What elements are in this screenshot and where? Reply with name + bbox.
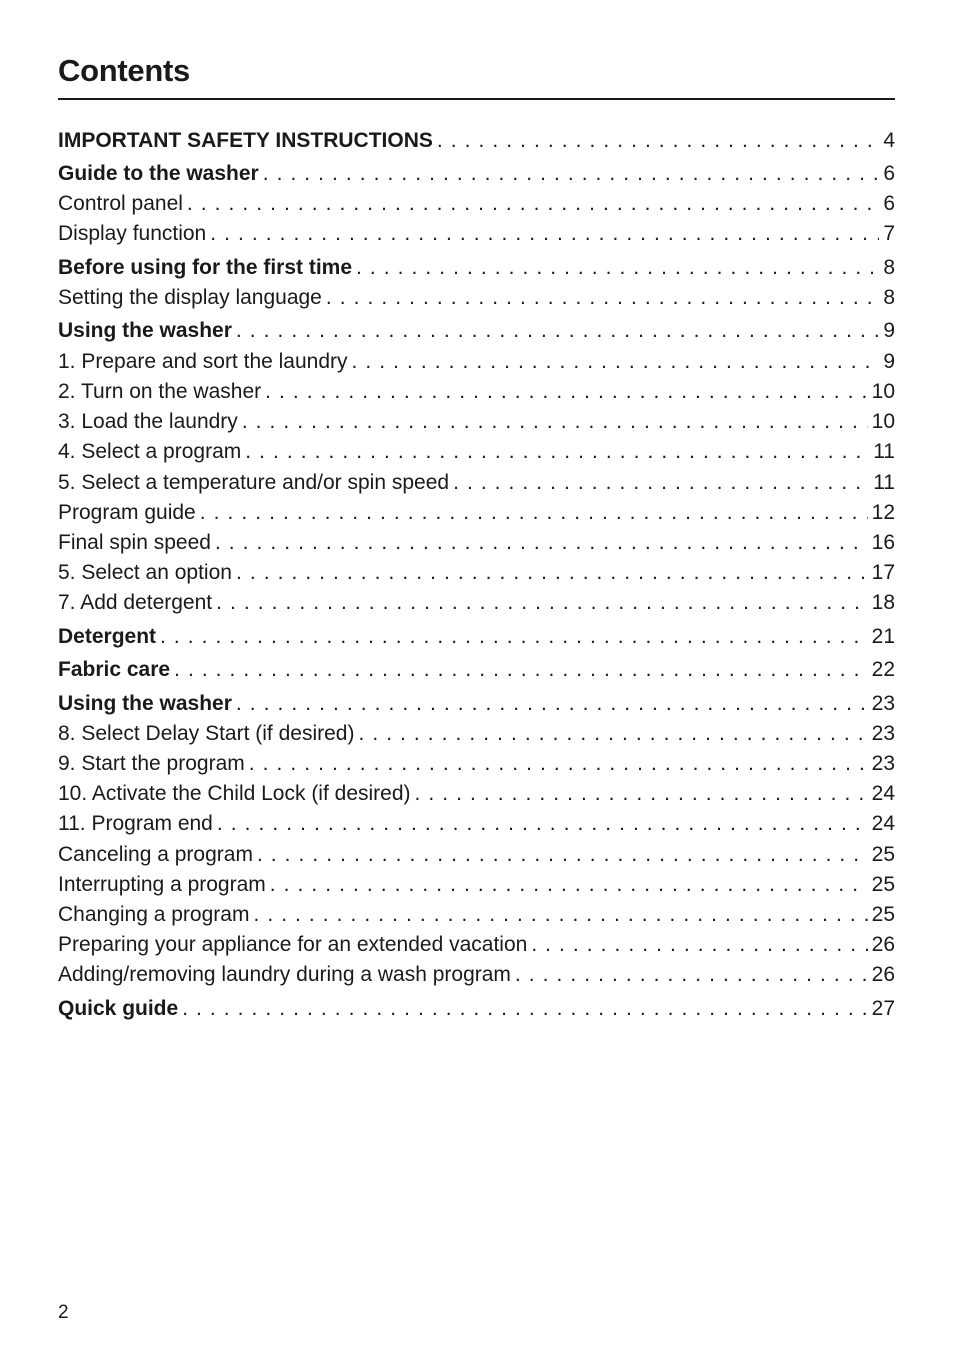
page-title: Contents xyxy=(58,53,190,88)
toc-entry-page: 21 xyxy=(868,623,895,651)
toc-entry-label: 3. Load the laundry xyxy=(58,408,238,436)
toc-entry-page: 12 xyxy=(868,499,895,527)
toc-entry-label: 1. Prepare and sort the laundry xyxy=(58,348,348,376)
toc-entry-page: 10 xyxy=(868,378,895,406)
dot-leader xyxy=(183,190,879,218)
dot-leader xyxy=(348,348,880,376)
toc-entry-page: 8 xyxy=(879,284,895,312)
toc-entry-label: 9. Start the program xyxy=(58,750,245,778)
toc-entry-label: Preparing your appliance for an extended vacation xyxy=(58,931,527,959)
toc-entry-page: 25 xyxy=(868,841,895,869)
dot-leader xyxy=(322,284,879,312)
toc-entry[interactable] xyxy=(58,720,895,748)
toc-entry-page: 24 xyxy=(868,810,895,838)
toc-entry[interactable] xyxy=(58,589,895,617)
toc-entry-page: 10 xyxy=(868,408,895,436)
toc-entry-label: Quick guide xyxy=(58,995,178,1023)
dot-leader xyxy=(156,623,868,651)
dot-leader xyxy=(170,656,868,684)
toc-entry-page: 23 xyxy=(868,720,895,748)
toc-entry-label: 7. Add detergent xyxy=(58,589,212,617)
toc-entry-label: Guide to the washer xyxy=(58,160,259,188)
toc-entry[interactable] xyxy=(58,810,895,838)
toc-entry-label: Program guide xyxy=(58,499,196,527)
toc-entry-label: IMPORTANT SAFETY INSTRUCTIONS xyxy=(58,127,433,155)
toc-entry-page: 26 xyxy=(868,931,895,959)
dot-leader xyxy=(241,438,869,466)
toc-entry-page: 9 xyxy=(879,348,895,376)
toc-entry[interactable] xyxy=(58,220,895,248)
toc-entry-label: Display function xyxy=(58,220,206,248)
toc-entry-label: Adding/removing laundry during a wash program xyxy=(58,961,511,989)
toc-entry[interactable] xyxy=(58,348,895,376)
toc-entry-page: 7 xyxy=(879,220,895,248)
page-number: 2 xyxy=(58,1302,69,1323)
toc-entry[interactable] xyxy=(58,871,895,899)
toc-entry-page: 16 xyxy=(868,529,895,557)
toc-entry-label: Fabric care xyxy=(58,656,170,684)
toc-entry[interactable] xyxy=(58,499,895,527)
dot-leader xyxy=(178,995,867,1023)
dot-leader xyxy=(232,559,868,587)
dot-leader xyxy=(511,961,868,989)
toc-entry-label: 5. Select an option xyxy=(58,559,232,587)
toc-entry-label: Before using for the first time xyxy=(58,254,352,282)
toc-entry[interactable] xyxy=(58,931,895,959)
toc-entry[interactable] xyxy=(58,559,895,587)
toc-entry-page: 25 xyxy=(868,901,895,929)
toc-entry[interactable] xyxy=(58,254,895,282)
toc-entry[interactable] xyxy=(58,961,895,989)
dot-leader xyxy=(527,931,867,959)
toc-entry-label: Changing a program xyxy=(58,901,249,929)
toc-entry-page: 17 xyxy=(868,559,895,587)
dot-leader xyxy=(411,780,868,808)
toc-entry[interactable] xyxy=(58,127,895,155)
toc-entry[interactable] xyxy=(58,995,895,1023)
dot-leader xyxy=(232,690,868,718)
toc-entry[interactable] xyxy=(58,750,895,778)
toc-entry[interactable] xyxy=(58,901,895,929)
toc-entry[interactable] xyxy=(58,780,895,808)
dot-leader xyxy=(253,841,868,869)
dot-leader xyxy=(449,469,869,497)
toc-entry-page: 25 xyxy=(868,871,895,899)
dot-leader xyxy=(261,378,868,406)
toc-entry[interactable] xyxy=(58,284,895,312)
toc-entry-page: 11 xyxy=(869,469,895,497)
toc-entry-page: 6 xyxy=(879,160,895,188)
toc-entry-page: 22 xyxy=(868,656,895,684)
toc-entry-page: 9 xyxy=(879,317,895,345)
toc-entry[interactable] xyxy=(58,469,895,497)
toc-entry-label: Final spin speed xyxy=(58,529,211,557)
toc-entry-page: 23 xyxy=(868,690,895,718)
toc-entry-label: 5. Select a temperature and/or spin speed xyxy=(58,469,449,497)
dot-leader xyxy=(232,317,879,345)
dot-leader xyxy=(433,127,879,155)
dot-leader xyxy=(238,408,868,436)
dot-leader xyxy=(266,871,868,899)
toc-entry-label: Interrupting a program xyxy=(58,871,266,899)
toc-entry-page: 23 xyxy=(868,750,895,778)
dot-leader xyxy=(196,499,868,527)
toc-entry-page: 24 xyxy=(868,780,895,808)
toc-entry[interactable] xyxy=(58,623,895,651)
toc-entry[interactable] xyxy=(58,190,895,218)
toc-entry-label: Setting the display language xyxy=(58,284,322,312)
toc-entry[interactable] xyxy=(58,656,895,684)
dot-leader xyxy=(354,720,867,748)
toc-entry-label: Detergent xyxy=(58,623,156,651)
toc-entry-page: 26 xyxy=(868,961,895,989)
toc-entry-page: 18 xyxy=(868,589,895,617)
toc-entry-label: Using the washer xyxy=(58,690,232,718)
toc-entry[interactable] xyxy=(58,841,895,869)
toc-entry[interactable] xyxy=(58,529,895,557)
toc-entry-label: 8. Select Delay Start (if desired) xyxy=(58,720,354,748)
toc-entry-page: 8 xyxy=(879,254,895,282)
toc-entry-label: Canceling a program xyxy=(58,841,253,869)
toc-entry[interactable] xyxy=(58,408,895,436)
toc-entry-label: 4. Select a program xyxy=(58,438,241,466)
toc-entry[interactable] xyxy=(58,690,895,718)
toc-entry-page: 11 xyxy=(869,438,895,466)
toc-entry[interactable] xyxy=(58,438,895,466)
dot-leader xyxy=(211,529,868,557)
toc-entry-label: 11. Program end xyxy=(58,810,213,838)
title-divider xyxy=(58,98,895,100)
dot-leader xyxy=(352,254,879,282)
toc-entry-page: 27 xyxy=(868,995,895,1023)
dot-leader xyxy=(212,589,868,617)
toc-entry[interactable] xyxy=(58,378,895,406)
toc-entry-page: 6 xyxy=(879,190,895,218)
toc-entry[interactable] xyxy=(58,317,895,345)
dot-leader xyxy=(249,901,867,929)
dot-leader xyxy=(259,160,880,188)
toc-entry-label: Using the washer xyxy=(58,317,232,345)
toc-entry-label: 2. Turn on the washer xyxy=(58,378,261,406)
dot-leader xyxy=(213,810,868,838)
dot-leader xyxy=(206,220,879,248)
dot-leader xyxy=(245,750,868,778)
toc-entry-label: 10. Activate the Child Lock (if desired) xyxy=(58,780,411,808)
toc-entry-label: Control panel xyxy=(58,190,183,218)
toc-entry-page: 4 xyxy=(879,127,895,155)
toc-entry[interactable] xyxy=(58,160,895,188)
